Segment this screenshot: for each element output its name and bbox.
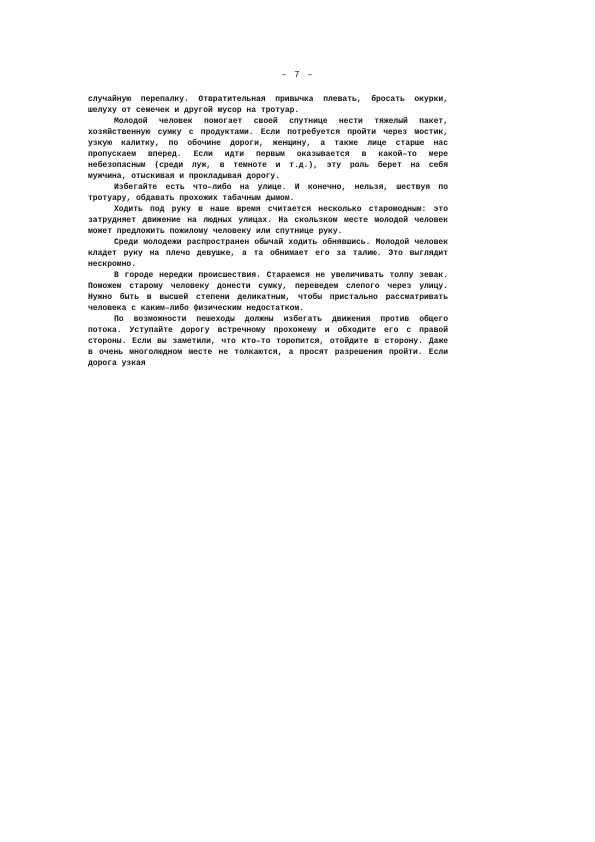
- paragraph: Ходить под руку в наше время считается несколько старомодным: это затрудняет движение на людных улицах. На скользком месте молодой человек может предложить пожилому человеку или спутнице руку.: [88, 205, 448, 236]
- paragraph: случайную перепалку. Отвратительная привычка плевать, бросать окурки, шелуху от семечек и другой мусор на тротуар.: [88, 95, 448, 115]
- paragraph: Избегайте есть что–либо на улице. И конечно, нельзя, шествуя по тротуару, обдавать прохожих табачным дымом.: [88, 183, 448, 203]
- page-number: – 7 –: [281, 70, 314, 80]
- paragraph: Среди молодежи распространен обычай ходить обнявшись. Молодой человек кладет руку на плечо девушке, а та обнимает его за талию. Это выглядит нескромно.: [88, 238, 448, 269]
- body-text: [88, 94, 448, 369]
- paragraph: По возможности пешеходы должны избегать движения против общего потока. Уступайте дорогу встречному прохожему и обходите его с правой стороны. Если вы заметили, что кто–то торопится, отойдите в сторону. Даже в очень многолюдном месте не толкаются, а просят разрешения пройти. Если дорога узкая: [88, 315, 448, 368]
- paragraph: Молодой человек помогает своей спутнице нести тяжелый пакет, хозяйственную сумку с продуктами. Если потребуется пройти через мостик, узкую калитку, по обочине дороги, женщину, а также лице старше нас пропускаем вперед. Если идти первым оказывается в какой–то мере небезопасным (среди луж, в темноте и т.д.), эту роль берет на себя мужчина, отыскивая и прокладывая дорогу.: [88, 117, 448, 181]
- paragraph: В городе нередки происшествия. Стараемся не увеличивать толпу зевак. Поможем старому человеку донести сумку, переведем слепого через улицу. Нужно быть в высшей степени деликатным, чтобы пристально рассматривать человека с каким–либо физическим недостатком.: [88, 271, 448, 313]
